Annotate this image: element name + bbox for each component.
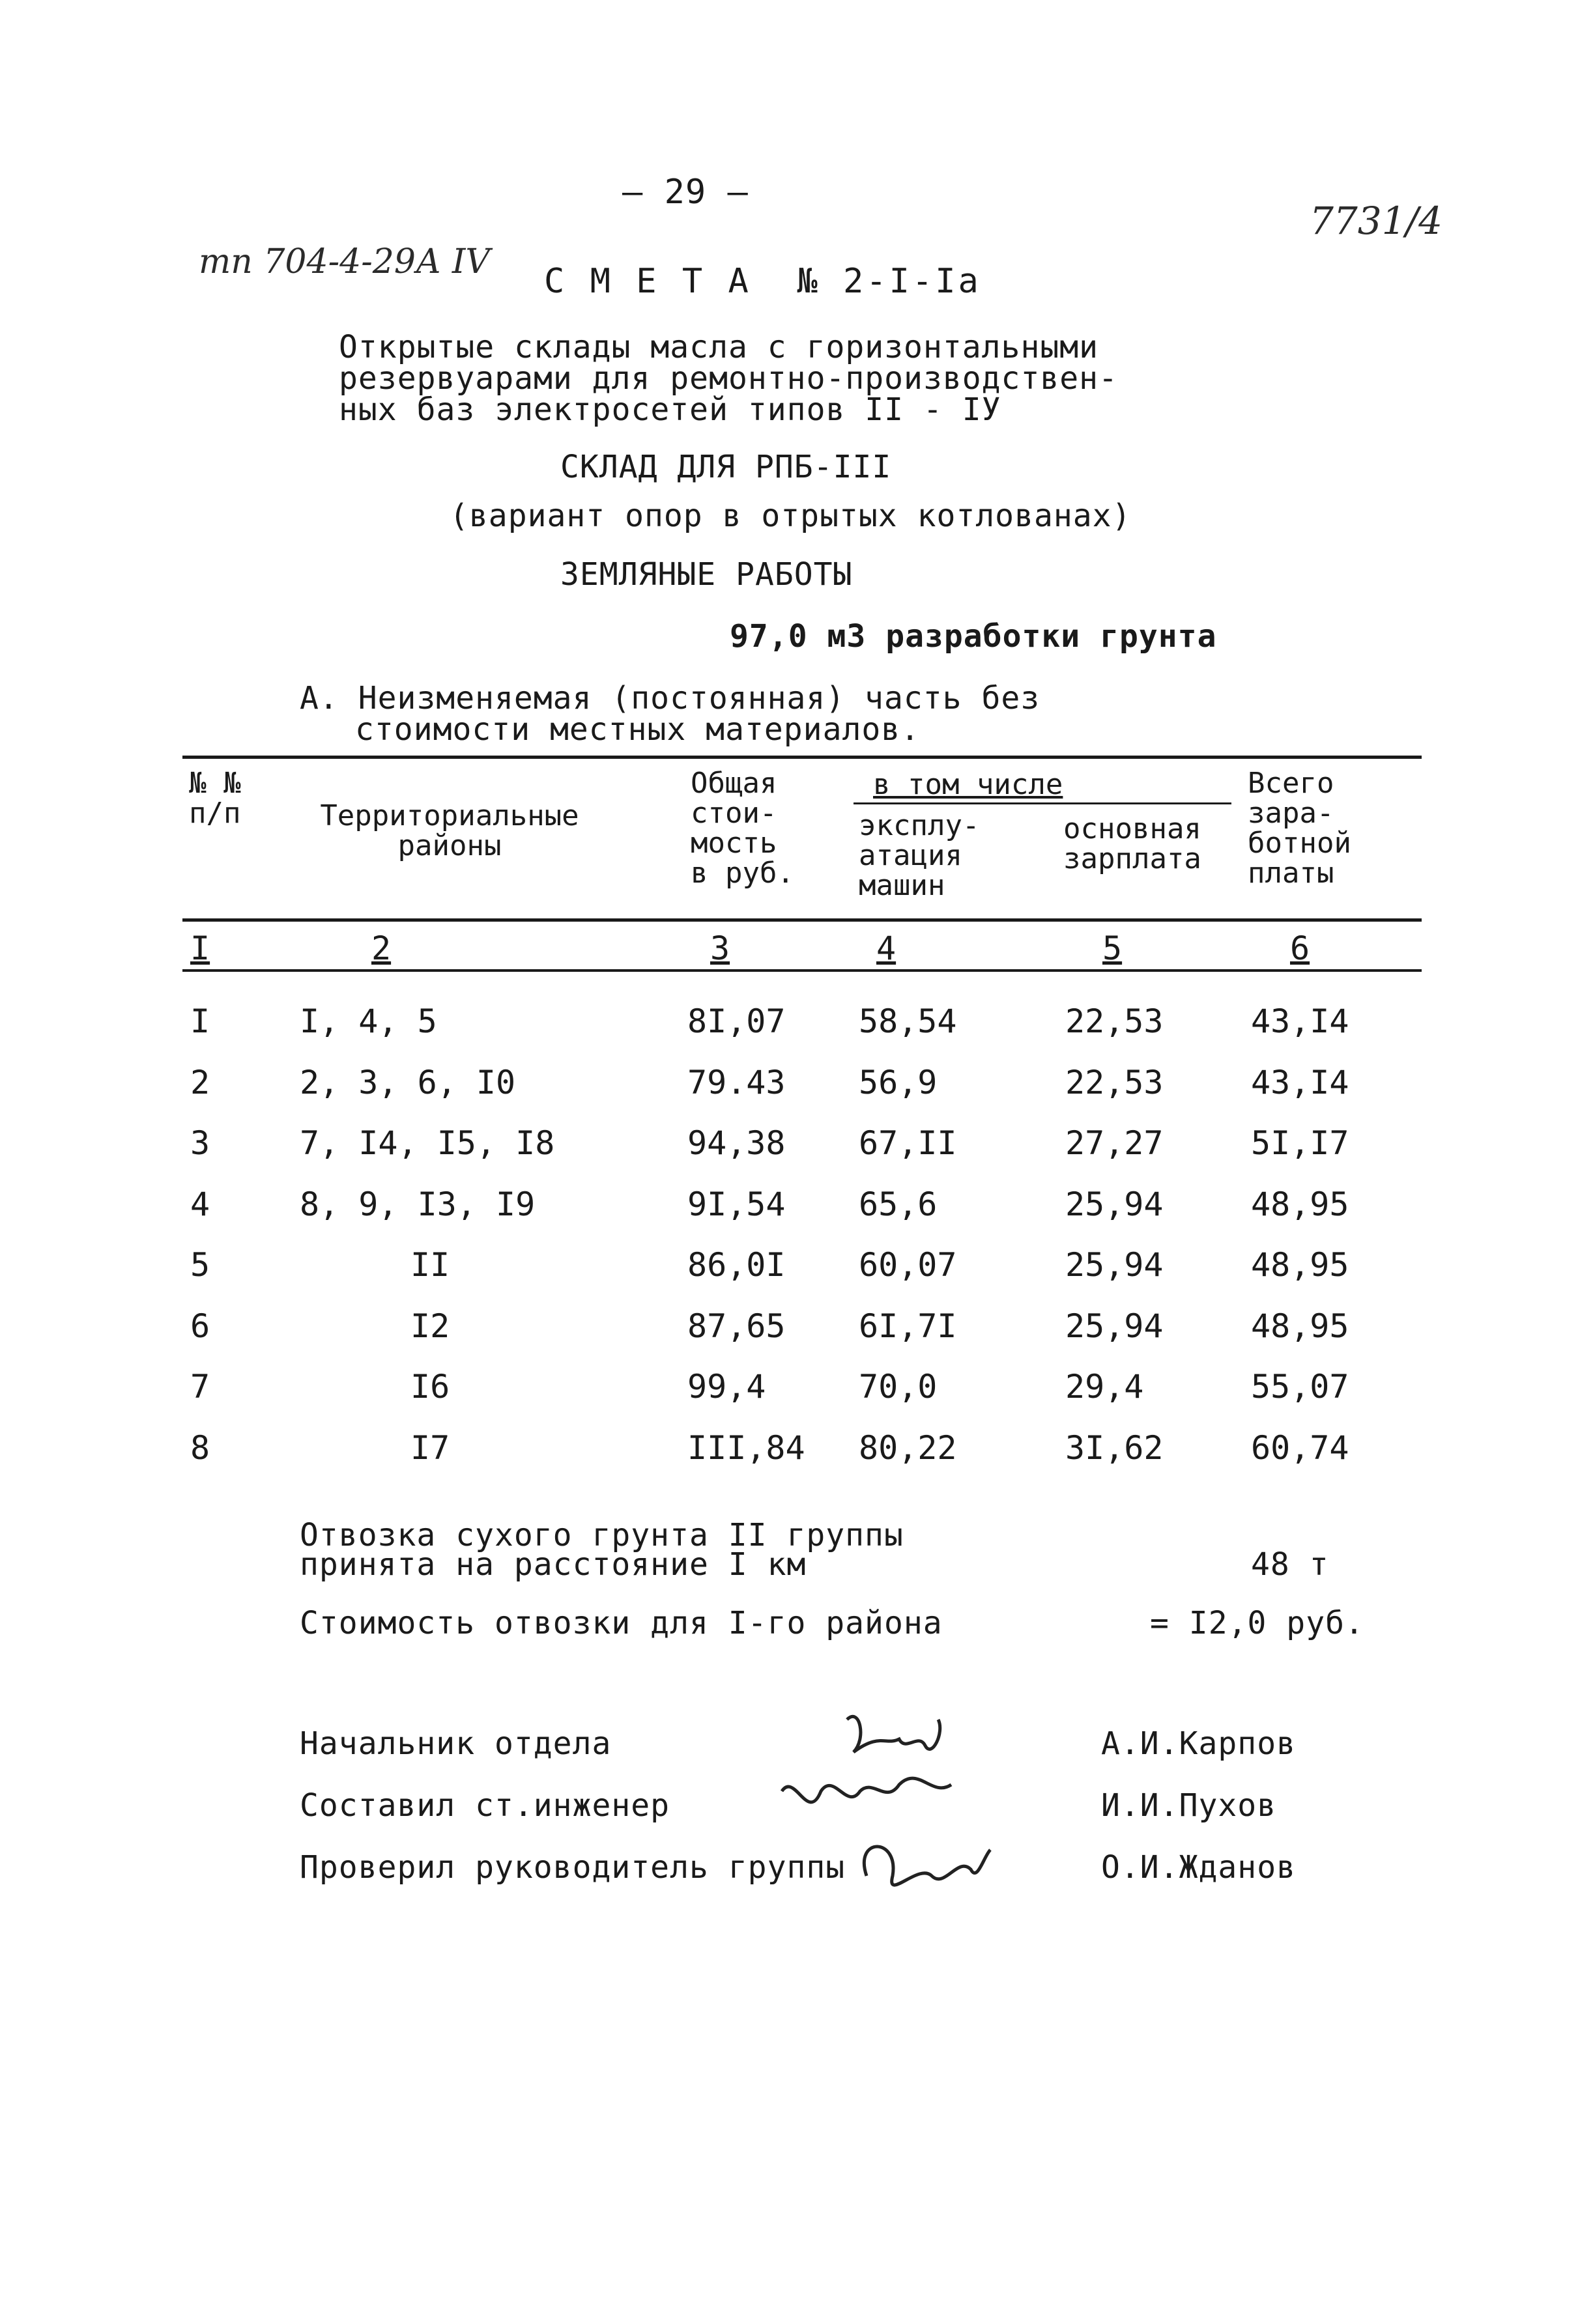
cell-region: I6 <box>410 1368 450 1406</box>
signature-name-3: О.И.Жданов <box>1101 1849 1296 1886</box>
cell-salary: 25,94 <box>1065 1307 1164 1345</box>
cell-num: 7 <box>190 1368 210 1406</box>
cell-region: 2, 3, 6, I0 <box>300 1064 516 1101</box>
cell-salary: 22,53 <box>1065 1002 1164 1040</box>
estimate-title: С М Е Т А № 2-I-Iа <box>544 262 981 301</box>
cell-machines: 70,0 <box>859 1368 938 1406</box>
cell-num: 4 <box>190 1185 210 1223</box>
description-line-2: резервуарами для ремонтно-производствен- <box>339 360 1118 397</box>
cell-region: I2 <box>410 1307 450 1345</box>
archive-number: 7731/4 <box>1310 199 1443 243</box>
document-code: тп 704-4-29А IV <box>199 242 490 281</box>
cell-salary: 29,4 <box>1065 1368 1144 1406</box>
handwritten-signatures <box>769 1693 1055 1915</box>
table-top-rule <box>182 756 1422 759</box>
col-number-rule <box>182 969 1422 972</box>
cell-machines: 67,II <box>859 1124 957 1162</box>
header-region: Территориальные районы <box>320 799 579 862</box>
section-line-1: А. Неизменяемая (постоянная) часть без <box>300 680 1040 716</box>
cell-region: 8, 9, I3, I9 <box>300 1185 536 1223</box>
cell-wages: 5I,I7 <box>1251 1124 1349 1162</box>
cell-wages: 55,07 <box>1251 1368 1349 1406</box>
header-group: в том числе <box>873 768 1063 801</box>
cell-wages: 60,74 <box>1251 1429 1349 1467</box>
section-line-2: стоимости местных материалов. <box>355 711 921 748</box>
subtitle-works: ЗЕМЛЯНЫЕ РАБОТЫ <box>560 556 853 593</box>
cell-region: II <box>410 1246 450 1284</box>
description-line-1: Открытые склады масла с горизонтальными <box>339 329 1099 365</box>
cell-num: 6 <box>190 1307 210 1345</box>
cost-value: = I2,0 руб. <box>1150 1605 1364 1641</box>
signature-role-3: Проверил руководитель группы <box>300 1849 846 1886</box>
cell-region: I, 4, 5 <box>300 1002 437 1040</box>
header-group-rule <box>854 802 1231 804</box>
col-number-1: I <box>190 929 210 967</box>
signature-name-1: А.И.Карпов <box>1101 1725 1296 1762</box>
col-number-4: 4 <box>876 929 897 967</box>
cell-salary: 25,94 <box>1065 1246 1164 1284</box>
cell-num: 3 <box>190 1124 210 1162</box>
signature-name-2: И.И.Пухов <box>1101 1787 1277 1824</box>
col-number-6: 6 <box>1290 929 1310 967</box>
cell-salary: 27,27 <box>1065 1124 1164 1162</box>
description-line-3: ных баз электросетей типов II - IУ <box>339 391 1001 428</box>
signature-role-1: Начальник отдела <box>300 1725 612 1762</box>
cell-total: 79.43 <box>687 1064 786 1101</box>
note-line-2: принята на расстояние I км <box>300 1546 807 1583</box>
subtitle-warehouse: СКЛАД ДЛЯ РПБ-III <box>560 449 892 485</box>
cell-total: 9I,54 <box>687 1185 786 1223</box>
cell-region: 7, I4, I5, I8 <box>300 1124 555 1162</box>
header-wages: Всего зара- ботной платы <box>1248 767 1351 890</box>
header-salary: основная зарплата <box>1063 812 1201 875</box>
cell-total: 94,38 <box>687 1124 786 1162</box>
cell-machines: 58,54 <box>859 1002 957 1040</box>
cell-total: III,84 <box>687 1429 805 1467</box>
signature-role-2: Составил ст.инженер <box>300 1787 670 1824</box>
cell-machines: 6I,7I <box>859 1307 957 1345</box>
note-value: 48 т <box>1251 1546 1329 1583</box>
cell-num: 2 <box>190 1064 210 1101</box>
cell-wages: 48,95 <box>1251 1185 1349 1223</box>
note-line-1: Отвозка сухого грунта II группы <box>300 1517 904 1553</box>
cell-total: 8I,07 <box>687 1002 786 1040</box>
cell-total: 87,65 <box>687 1307 786 1345</box>
cell-machines: 65,6 <box>859 1185 938 1223</box>
cell-num: 8 <box>190 1429 210 1467</box>
volume-line: 97,0 м3 разработки грунта <box>730 618 1217 655</box>
cell-total: 99,4 <box>687 1368 766 1406</box>
subtitle-variant: (вариант опор в отрытых котлованах) <box>450 498 1132 534</box>
cell-salary: 3I,62 <box>1065 1429 1164 1467</box>
cell-machines: 80,22 <box>859 1429 957 1467</box>
cell-machines: 60,07 <box>859 1246 957 1284</box>
header-machines: эксплу- атация машин <box>859 809 980 902</box>
cell-num: I <box>190 1002 210 1040</box>
header-num: № № п/п <box>189 767 241 830</box>
header-bottom-rule <box>182 918 1422 922</box>
cell-total: 86,0I <box>687 1246 786 1284</box>
col-number-5: 5 <box>1102 929 1123 967</box>
col-number-3: 3 <box>710 929 730 967</box>
cost-label: Стоимость отвозки для I-го района <box>300 1605 943 1641</box>
cell-salary: 25,94 <box>1065 1185 1164 1223</box>
cell-wages: 48,95 <box>1251 1307 1349 1345</box>
header-total: Общая стои- мость в руб. <box>691 767 794 890</box>
cell-wages: 48,95 <box>1251 1246 1349 1284</box>
cell-num: 5 <box>190 1246 210 1284</box>
cell-wages: 43,I4 <box>1251 1002 1349 1040</box>
page-number: — 29 — <box>622 173 749 212</box>
cell-region: I7 <box>410 1429 450 1467</box>
cell-machines: 56,9 <box>859 1064 938 1101</box>
cell-wages: 43,I4 <box>1251 1064 1349 1101</box>
col-number-2: 2 <box>371 929 392 967</box>
cell-salary: 22,53 <box>1065 1064 1164 1101</box>
